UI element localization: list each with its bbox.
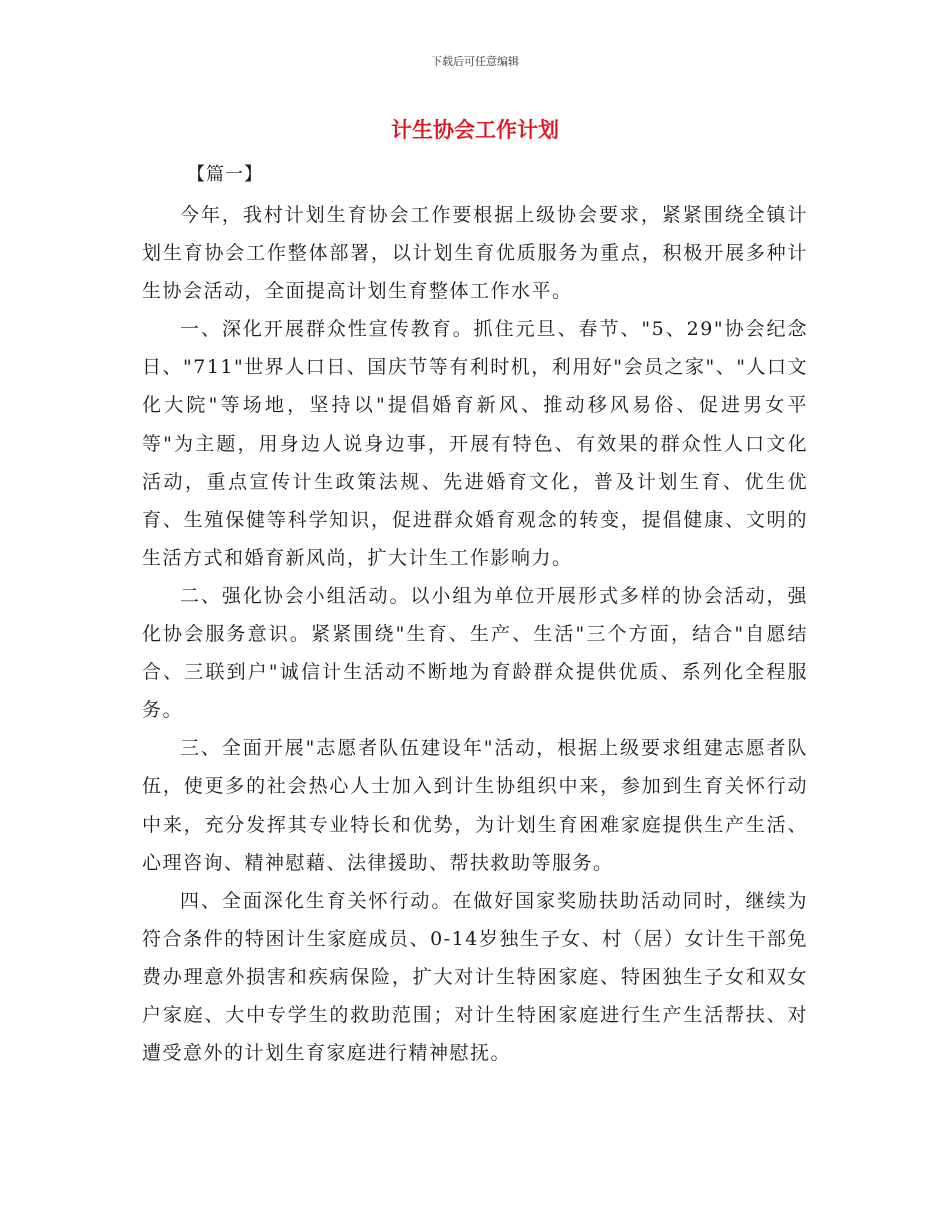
paragraph-section-3: 三、全面开展"志愿者队伍建设年"活动，根据上级要求组建志愿者队伍，使更多的社会热心人士加入到计生协组织中来，参加到生育关怀行动中来，充分发挥其专业特长和优势，为计划生育困难家庭提供生产生活、心理咨询、精神慰藉、法律援助、帮扶救助等服务。	[142, 737, 808, 874]
header-note: 下载后可任意编辑	[431, 55, 519, 68]
paragraph-section-1: 一、深化开展群众性宣传教育。抓住元旦、春节、"5、29"协会纪念日、"711"世界人口日、国庆节等有利时机，利用好"会员之家"、"人口文化大院"等场地，坚持以"提倡婚育新风、推动移风易俗、促进男女平等"为主题，用身边人说身边事，开展有特色、有效果的群众性人口文化活动，重点宣传计生政策法规、先进婚育文化，普及计划生育、优生优育、生殖保健等科学知识，促进群众婚育观念的转变，提倡健康、文明的生活方式和婚育新风尚，扩大计生工作影响力。	[142, 318, 808, 569]
section-label: 【篇一】	[187, 164, 263, 185]
paragraph-section-4: 四、全面深化生育关怀行动。在做好国家奖励扶助活动同时，继续为符合条件的特困计生家庭成员、0-14岁独生子女、村（居）女计生干部免费办理意外损害和疾病保险，扩大对计生特困家庭、特困独生子女和双女户家庭、大中专学生的救助范围；对计生特困家庭进行生产生活帮扶、对遭受意外的计划生育家庭进行精神慰抚。	[142, 889, 808, 1065]
document-title: 计生协会工作计划	[391, 118, 559, 142]
paragraph-section-2: 二、强化协会小组活动。以小组为单位开展形式多样的协会活动，强化协会服务意识。紧紧围绕"生育、生产、生活"三个方面，结合"自愿结合、三联到户"诚信计生活动不断地为育龄群众提供优质、系列化全程服务。	[142, 584, 808, 722]
paragraph-intro: 今年，我村计划生育协会工作要根据上级协会要求，紧紧围绕全镇计划生育协会工作整体部署，以计划生育优质服务为重点，积极开展多种计生协会活动，全面提高计划生育整体工作水平。	[142, 204, 808, 303]
document-body	[142, 196, 808, 1072]
